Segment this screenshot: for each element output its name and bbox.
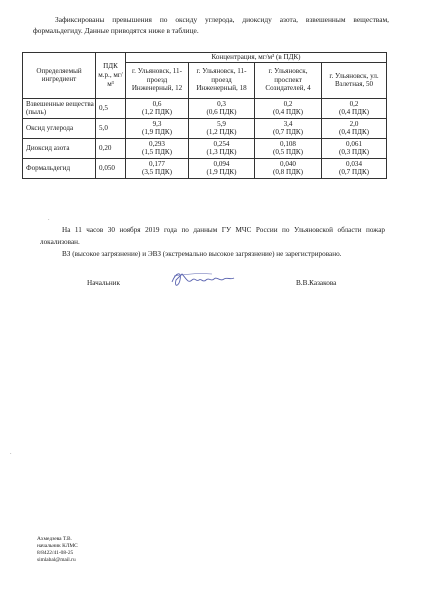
pdk-value: 5,0 bbox=[96, 118, 126, 138]
signer-name: В.В.Казакова bbox=[296, 279, 337, 287]
concentration-cell bbox=[322, 118, 387, 138]
concentration-value: 0,108 bbox=[280, 139, 296, 148]
header-station: г. Ульяновск, 11- проезд Инженерный, 18 bbox=[189, 62, 255, 98]
concentration-cell bbox=[189, 138, 255, 158]
header-concentration: Концентрация, мг/м³ (в ПДК) bbox=[126, 53, 387, 63]
concentration-cell bbox=[189, 98, 255, 118]
concentration-pdk-ratio: (1,3 ПДК) bbox=[206, 148, 237, 157]
concentration-cell bbox=[255, 118, 322, 138]
concentration-pdk-ratio: (1,9 ПДК) bbox=[206, 168, 237, 177]
pdk-value: 0,050 bbox=[96, 158, 126, 178]
concentration-pdk-ratio: (0,4 ПДК) bbox=[338, 108, 370, 117]
concentration-cell bbox=[255, 138, 322, 158]
table-row bbox=[23, 158, 387, 178]
concentration-value: 9,3 bbox=[152, 119, 162, 128]
note-pollution: ВЗ (высокое загрязнение) и ЭВЗ (экстремально высокое загрязнение) не зарегистрировано. bbox=[62, 250, 342, 258]
concentration-pdk-ratio: (0,7 ПДК) bbox=[272, 128, 304, 137]
concentration-pdk-ratio: (3,5 ПДК) bbox=[141, 168, 173, 177]
concentration-table bbox=[22, 52, 387, 179]
footer-position: начальник КЛМС bbox=[37, 543, 78, 549]
footer-email: simlabal@mail.ru bbox=[37, 557, 76, 563]
concentration-pdk-ratio: (0,4 ПДК) bbox=[272, 108, 304, 117]
concentration-pdk-ratio: (0,7 ПДК) bbox=[338, 168, 370, 177]
header-station: г. Ульяновск, 11-проезд Инженерный, 12 bbox=[126, 62, 189, 98]
table-body bbox=[23, 98, 387, 178]
pdk-value: 0,5 bbox=[96, 98, 126, 118]
notes-section bbox=[40, 224, 385, 260]
footer-phone: 8/8422/41-08-25 bbox=[37, 550, 74, 556]
concentration-cell bbox=[322, 138, 387, 158]
concentration-pdk-ratio: (0,5 ПДК) bbox=[272, 148, 304, 157]
pdk-value: 0,20 bbox=[96, 138, 126, 158]
header-station: г. Ульяновск, проспект Созидателей, 4 bbox=[255, 62, 322, 98]
concentration-value: 0,6 bbox=[152, 99, 162, 108]
concentration-value: 0,040 bbox=[280, 159, 296, 168]
concentration-value: 0,094 bbox=[213, 159, 230, 168]
concentration-value: 0,177 bbox=[149, 159, 165, 168]
margin-mark: · bbox=[10, 452, 12, 457]
concentration-cell bbox=[322, 98, 387, 118]
concentration-cell bbox=[189, 158, 255, 178]
concentration-pdk-ratio: (1,2 ПДК) bbox=[206, 128, 237, 137]
signature-row bbox=[87, 279, 347, 295]
concentration-pdk-ratio: (0,6 ПДК) bbox=[206, 108, 237, 117]
concentration-pdk-ratio: (1,9 ПДК) bbox=[141, 128, 173, 137]
footer-author: Ахмедзева Т.В. bbox=[37, 536, 72, 542]
table-row bbox=[23, 138, 387, 158]
table-row bbox=[23, 98, 387, 118]
pollutant-name: Диоксид азота bbox=[23, 138, 96, 158]
concentration-value: 3,4 bbox=[283, 119, 293, 128]
concentration-cell bbox=[189, 118, 255, 138]
concentration-pdk-ratio: (1,2 ПДК) bbox=[141, 108, 173, 117]
concentration-pdk-ratio: (0,8 ПДК) bbox=[272, 168, 304, 177]
footer-contacts bbox=[37, 536, 157, 564]
concentration-value: 0,254 bbox=[213, 139, 230, 148]
pollutant-name: Оксид углерода bbox=[23, 118, 96, 138]
concentration-value: 0,2 bbox=[349, 99, 359, 108]
concentration-cell bbox=[126, 98, 189, 118]
concentration-pdk-ratio: (0,3 ПДК) bbox=[338, 148, 370, 157]
concentration-value: 0,061 bbox=[346, 139, 362, 148]
concentration-cell bbox=[126, 138, 189, 158]
bullet-mark: · bbox=[48, 218, 50, 223]
table-row bbox=[23, 118, 387, 138]
concentration-cell bbox=[255, 98, 322, 118]
pollutant-name: Взвешенные вещества (пыль) bbox=[23, 98, 96, 118]
concentration-value: 0,3 bbox=[217, 99, 226, 108]
concentration-cell bbox=[126, 118, 189, 138]
pollutant-name: Формальдегид bbox=[23, 158, 96, 178]
intro-paragraph bbox=[33, 14, 389, 36]
concentration-value: 5,9 bbox=[217, 119, 226, 128]
note-fire: На 11 часов 30 ноября 2019 года по данным ГУ МЧС России по Ульяновской области пожар локализован. bbox=[40, 226, 385, 246]
concentration-pdk-ratio: (1,5 ПДК) bbox=[141, 148, 173, 157]
concentration-cell bbox=[322, 158, 387, 178]
intro-text: Зафиксированы превышения по оксиду углерода, диоксиду азота, взвешенным веществам, формальдегиду. Данные приводятся ниже в таблице. bbox=[33, 15, 389, 35]
concentration-value: 0,034 bbox=[346, 159, 362, 168]
header-station: г. Ульяновск, ул. Взлетная, 50 bbox=[322, 62, 387, 98]
concentration-value: 0,293 bbox=[149, 139, 165, 148]
concentration-cell bbox=[255, 158, 322, 178]
concentration-value: 0,2 bbox=[283, 99, 293, 108]
header-pollutant: Определяемый ингредиент bbox=[23, 53, 96, 99]
concentration-cell bbox=[126, 158, 189, 178]
concentration-value: 2,0 bbox=[349, 119, 359, 128]
header-pdk: ПДК м.р., мг/м³ bbox=[96, 53, 126, 99]
concentration-pdk-ratio: (0,4 ПДК) bbox=[338, 128, 370, 137]
signer-role: Начальник bbox=[87, 279, 121, 287]
